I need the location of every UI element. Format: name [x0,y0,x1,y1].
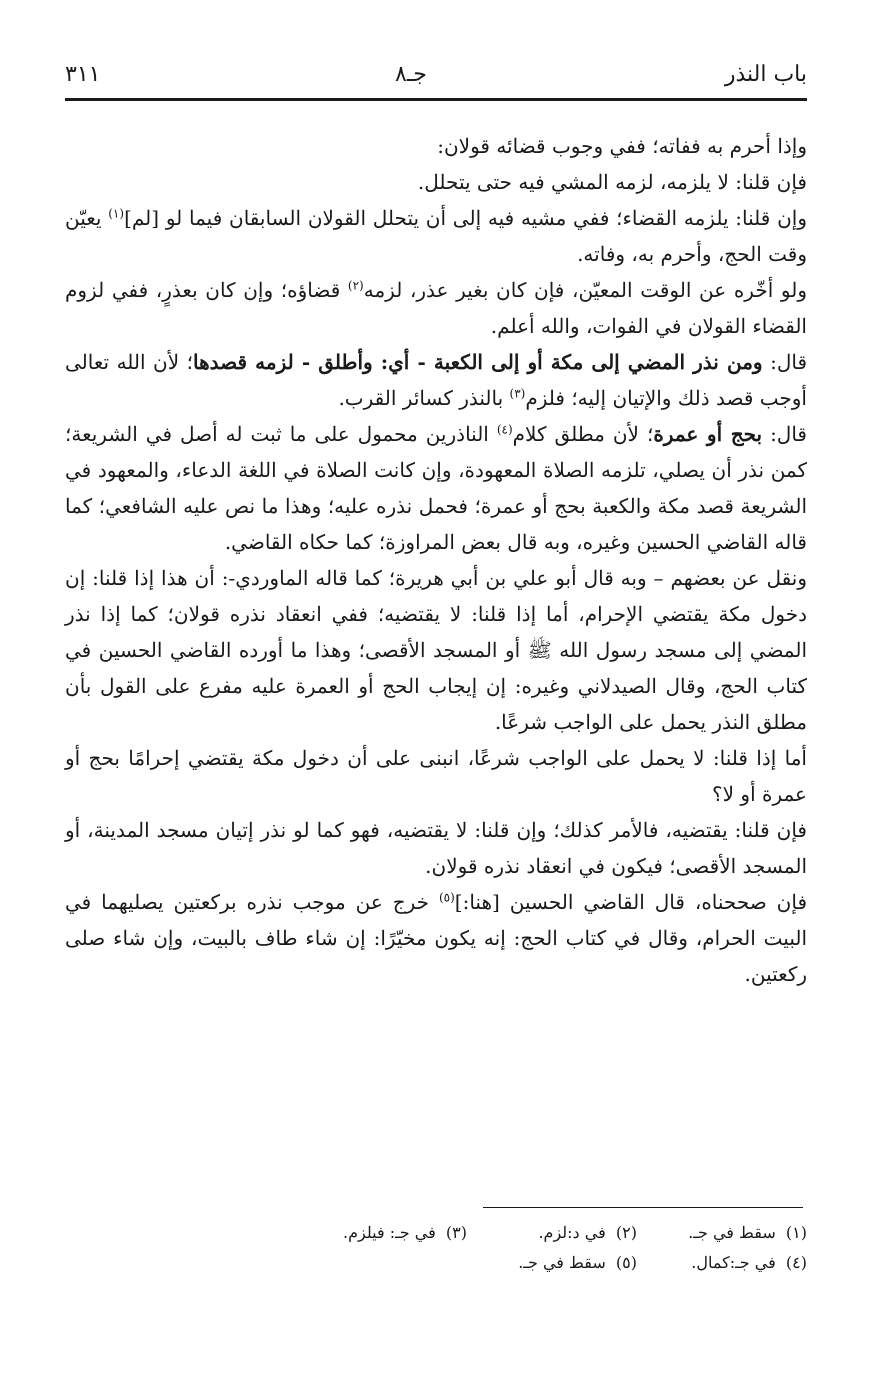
footnote-2: (٢) في د:لزم. [538,1223,637,1242]
matn-text: بحج أو عمرة [653,422,763,446]
matn-text: ومن نذر المضي إلى مكة أو إلى الكعبة - أي: وأطلق - لزمه قصدها [193,350,763,374]
paragraph-10: فإن صححناه، قال القاضي الحسين [هنا:]$^{(٥)}$ خرج عن موجب نذره بركعتين يصليهما في البيت الحرام، وقال في كتاب الحج: إنه يكون مخيّرًا: إن شاء طاف بالبيت، وإن شاء صلى ركعتين. [65,890,808,986]
footnote-ref-5[interactable]: (٥) [438,890,455,905]
footnote-ref-4[interactable]: (٤) [496,422,513,437]
page-header [65,58,807,98]
paragraph-4: ولو أخّره عن الوقت المعيّن، فإن كان بغير عذر، لزمه$^{(٢)}$ قضاؤه؛ وإن كان بعذرٍ، ففي لزوم القضاء القولان في الفوات، والله أعلم. [65,278,807,338]
paragraph-9: فإن قلنا: يقتضيه، فالأمر كذلك؛ وإن قلنا: لا يقتضيه، فهو كما لو نذر إتيان مسجد المدينة، أو المسجد الأقصى؛ فيكون في انعقاد نذره قولان. [65,818,807,878]
footnote-5: (٥) سقط في جـ. [518,1253,637,1272]
footnote-3: (٣) في جـ: فيلزم. [343,1223,467,1242]
volume-number: جـ٨ [395,62,427,87]
footnote-ref-2[interactable]: (٢) [347,278,364,293]
paragraph-1: وإذا أحرم به ففاته؛ ففي وجوب قضائه قولان: [437,134,807,158]
footnotes [65,1218,807,1278]
paragraph-2: فإن قلنا: لا يلزمه، لزمه المشي فيه حتى يتحلل. [417,170,807,194]
page-number: ٣١١ [65,62,101,87]
header-rule [65,98,807,101]
main-text [65,128,807,992]
chapter-title: باب النذر [724,62,807,87]
paragraph-6: قال: بحج أو عمرة؛ لأن مطلق كلام$^{(٤)}$ الناذرين محمول على ما ثبت له أصل في الشريعة؛ كمن نذر أن يصلي، تلزمه الصلاة المعهودة، وإن كانت الصلاة في اللغة الدعاء، والمعهود في الشريعة قصد مكة والكعبة بحج أو عمرة؛ فحمل نذره عليه؛ وهذا ما نص عليه الشافعي؛ كما قاله القاضي الحسين وغيره، وبه قال بعض المراوزة؛ كما حكاه القاضي. [65,422,807,554]
footnote-ref-1[interactable]: (١) [108,206,125,221]
footnote-separator [483,1207,803,1208]
paragraph-5: قال: ومن نذر المضي إلى مكة أو إلى الكعبة - أي: وأطلق - لزمه قصدها؛ لأن الله تعالى أوجب قصد ذلك والإتيان إليه؛ فلزم$^{(٣)}$ بالنذر كسائر القرب. [65,350,807,410]
footnote-4: (٤) في جـ:كمال. [691,1253,807,1272]
footnote-ref-3[interactable]: (٣) [509,386,526,401]
paragraph-3: وإن قلنا: يلزمه القضاء؛ ففي مشيه فيه إلى أن يتحلل القولان السابقان فيما لو [لم]$^{(١)}$ يعيّن وقت الحج، وأحرم به، وفاته. [65,206,807,266]
footnote-row [65,1248,807,1278]
paragraph-8: أما إذا قلنا: لا يحمل على الواجب شرعًا، انبنى على أن دخول مكة يقتضي إحرامًا بحج أو عمرة أو لا؟ [65,746,807,806]
footnote-row [65,1218,807,1248]
footnote-1: (١) سقط في جـ. [688,1223,807,1242]
paragraph-7: ونقل عن بعضهم – وبه قال أبو علي بن أبي هريرة؛ كما قاله الماوردي-: أن هذا إذا قلنا: إن دخول مكة يقتضي الإحرام، أما إذا قلنا: لا يقتضيه؛ ففي انعقاد نذره قولان؛ كما إذا نذر المضي إلى مسجد رسول الله ﷺ أو المسجد الأقصى؛ وهذا ما أورده القاضي الحسين في كتاب الحج، وقال الصيدلاني وغيره: إن إيجاب الحج أو العمرة عليه مفرع على القول بأن مطلق النذر يحمل على الواجب شرعًا. [65,566,807,734]
